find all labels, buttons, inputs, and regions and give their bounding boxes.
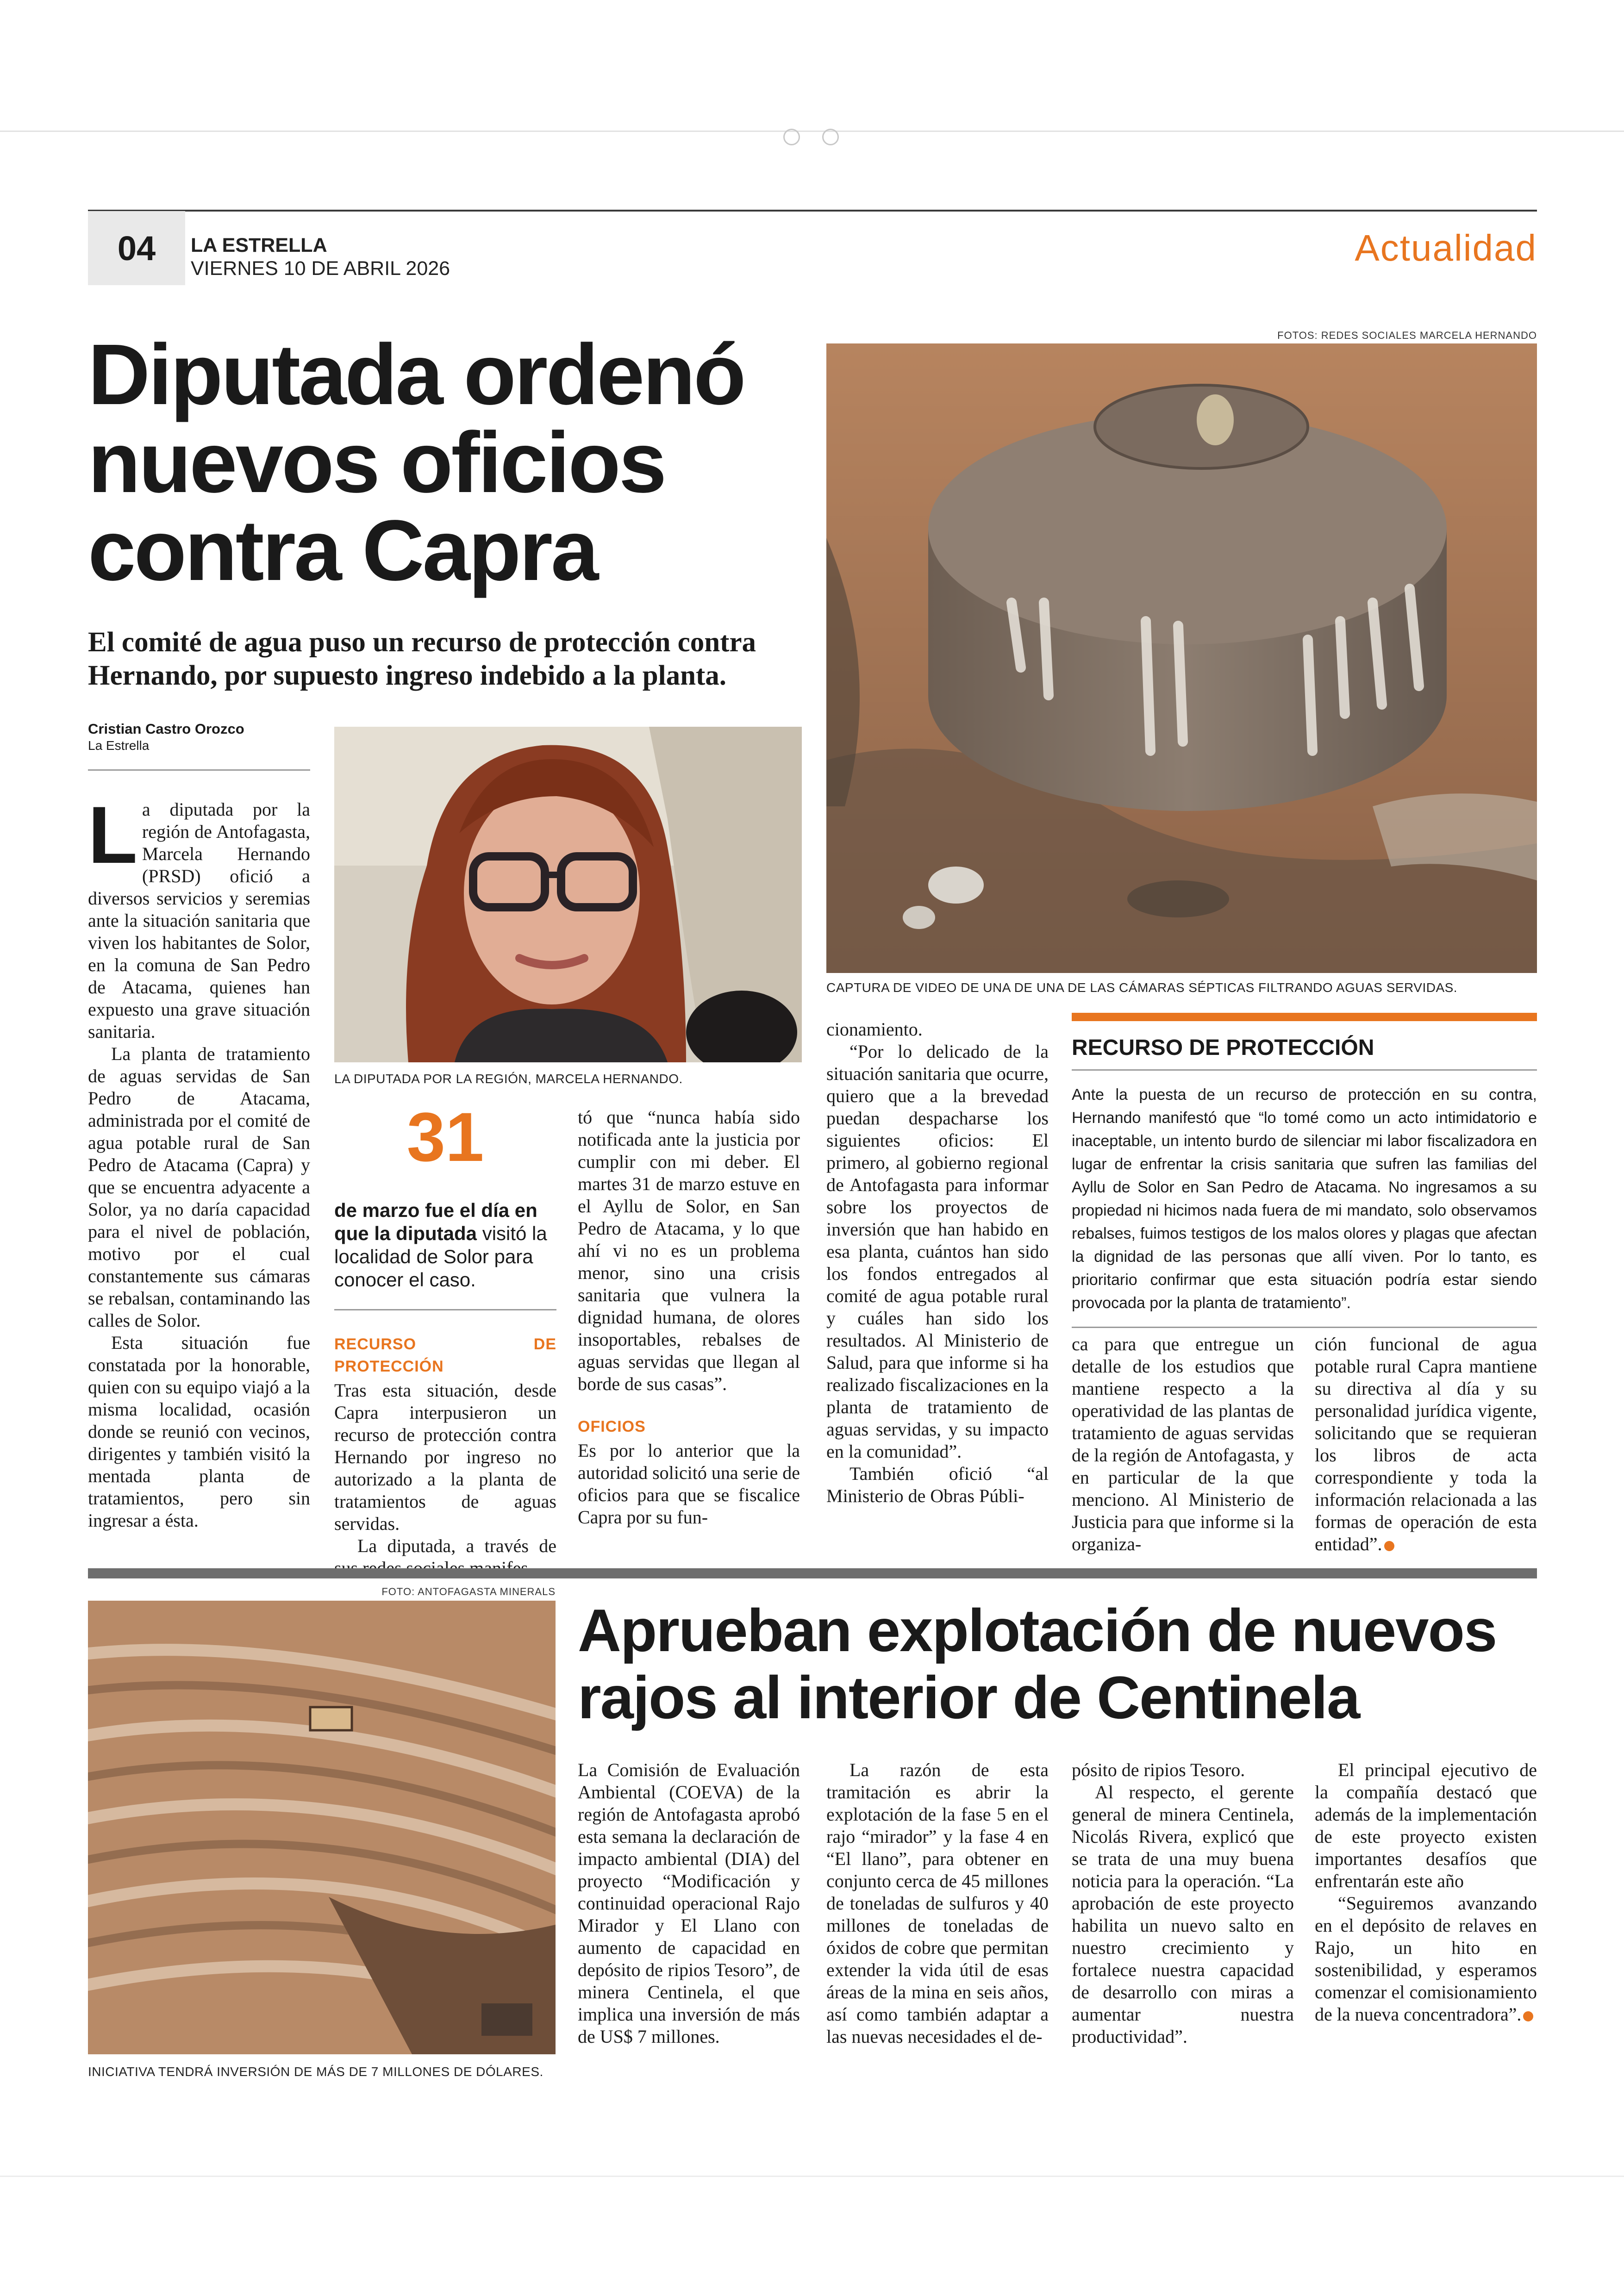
paragraph: El principal ejecutivo de la compañía destacó que además de la implementación de este proyecto existen importantes desafíos que enfrentarán este año <box>1315 1759 1537 1891</box>
stat-description <box>334 1199 556 1291</box>
article1-headline <box>88 327 819 599</box>
headline-line: Aprueban explotación de nuevos <box>578 1597 1497 1664</box>
article2-column-3 <box>1072 1759 1294 2048</box>
page-top-border <box>0 131 1624 132</box>
drop-cap: L <box>88 790 137 880</box>
author-org: La Estrella <box>88 738 150 753</box>
paragraph: “Por lo delicado de la situación sanitaria que ocurre, quiero que a la brevedad puedan despacharse los siguientes oficios: El primero, al gobierno regional de Antofagasta para informar sobre los proyectos de inversión que han habido en esa planta, cuántos han sido los fondos entregados al comité de agua potable rural y cuáles han sido los resultados. Al Ministerio de Salud, para que informe si ha realizado fiscalizaciones en la planta de tratamiento de aguas servidas, y su impacto en la comunidad”. <box>826 1041 1049 1462</box>
author-name: Cristian Castro Orozco <box>88 721 244 737</box>
paragraph: a diputada por la región de Antofagasta, Marcela Hernando (PRSD) ofició a diversos servicios y seremias ante la situación sanitaria que viven los habitantes de Solor, en la comuna de San Pedro de Atacama, quienes han expuesto una grave situación sanitaria. <box>88 799 310 1042</box>
box-title-rule <box>1072 1069 1537 1071</box>
paragraph: pósito de ripios Tesoro. <box>1072 1759 1245 1780</box>
box-text: Ante la puesta de un recurso de protección en su contra, Hernando manifestó que “lo tomé como un acto intimidatorio e inaceptable, un intento burdo de silenciar mi labor fiscalizadora en lugar de enfrentar la crisis sanitaria que sufren las familias del Ayllu de Solor en San Pedro de Atacama. No ingresamos a su propiedad ni hicimos nada fuera de mi mandato, solo observamos rebalses, fuimos testigos de los malos olores y plagas que afectan la dignidad de las personas que allí viven. Por lo tanto, es prioritario confirmar que esta situación podría estar siendo provocada por la planta de tratamiento”. <box>1072 1086 1537 1312</box>
paragraph: La diputada, a través de <box>357 1535 556 1556</box>
publication-date: VIERNES 10 DE ABRIL 2026 <box>191 257 450 280</box>
paragraph: La planta de tratamiento de aguas servidas de San Pedro de Atacama, administrada por el comité de agua potable rural de San Pedro de Atacama (Capra) y que se encuentra adyacente a Solor, ya no daría capacidad para el nivel de población, motivo por el cual constantemente sus cámaras se rebalsan, contaminando las calles de Solor. <box>88 1043 310 1331</box>
byline-rule <box>88 769 310 771</box>
headline-line: contra Capra <box>88 503 597 599</box>
article1-column-2 <box>334 1333 556 1579</box>
end-mark-icon <box>1384 1541 1394 1551</box>
headline-line: nuevos oficios <box>88 415 665 511</box>
publication-info <box>191 234 450 280</box>
next-page-icon[interactable] <box>822 129 839 145</box>
mine-photo <box>88 1601 556 2054</box>
article2-column-1 <box>578 1759 800 2048</box>
portrait-photo <box>334 727 802 1062</box>
page-bottom-border <box>0 2176 1624 2177</box>
box-bottom-rule <box>1072 1327 1537 1328</box>
end-mark-icon <box>1523 2011 1533 2021</box>
paragraph: También ofició “al Ministerio de Obras Públi- <box>826 1463 1049 1506</box>
byline <box>88 721 310 754</box>
paragraph <box>1315 1333 1537 1555</box>
page-number: 04 <box>88 211 185 285</box>
publication-name: LA ESTRELLA <box>191 234 327 256</box>
paragraph: Tras esta situación, desde Capra interpusieron un recurso de protección contra Hernando por ingreso no autorizado a la planta de tratamientos de aguas servidas. <box>334 1380 556 1534</box>
stat-number: 31 <box>406 1098 484 1176</box>
article1-column-3 <box>578 1106 800 1528</box>
paragraph <box>1315 1892 1537 2026</box>
article1-deck: El comité de agua puso un recurso de protección contra Hernando, por supuesto ingreso indebido a la planta. <box>88 627 756 691</box>
paragraph: cionamiento. <box>826 1019 923 1040</box>
section-label: Actualidad <box>1355 227 1537 268</box>
paragraph: La Comisión de Evaluación Ambiental (COEVA) de la región de Antofagasta aprobó esta semana la declaración de impacto ambiental (DIA) del proyecto “Modificación y continuidad operacional Rajo Mirador y El Llano con aumento de capacidad en depósito de ripios Tesoro”, de minera Centinela, el que implica una inversión de más de US$ 7 millones. <box>578 1759 800 2047</box>
main-photo-caption: CAPTURA DE VIDEO DE UNA DE UNA DE LAS CÁMARAS SÉPTICAS FILTRANDO AGUAS SERVIDAS. <box>826 980 1458 995</box>
article2-headline <box>578 1597 1541 1731</box>
headline-line: Diputada ordenó <box>88 327 744 423</box>
paragraph: Al respecto, el gerente general de minera Centinela, Nicolás Rivera, explicó que se trata de una muy buena noticia para la operación. “La aprobación de este proyecto habilita un nuevo salto en nuestro crecimiento y fortalece nuestra capacidad de desarrollo con miras a aumentar nuestra productividad”. <box>1072 1782 1294 2047</box>
article1-photo-credit: FOTOS: REDES SOCIALES MARCELA HERNANDO <box>1277 330 1537 341</box>
article2-photo-credit: FOTO: ANTOFAGASTA MINERALS <box>381 1586 556 1597</box>
paragraph: ca para que entregue un detalle de los estudios que mantiene respecto a la operatividad de las plantas de tratamiento de aguas servidas de la región de Antofagasta, y en particular de la que menciono. Al Ministerio de Justicia para que informe si la organiza- <box>1072 1334 1294 1554</box>
stat-bold: de marzo fue el día en que la diputada <box>334 1199 537 1244</box>
article2-column-4 <box>1315 1759 1537 2026</box>
portrait-caption: LA DIPUTADA POR LA REGIÓN, MARCELA HERNANDO. <box>334 1072 683 1086</box>
paragraph-text: ción funcional de agua potable rural Capra mantiene su directiva al día y su personalidad jurídica vigente, solicitando que se requieran los libros de acta correspondiente y toda la información relacionada a las formas de operación de esta entidad”. <box>1315 1334 1537 1554</box>
header-rule <box>88 210 1537 212</box>
box-accent-bar <box>1072 1013 1537 1021</box>
paragraph: tó que “nunca había sido notificada ante la justicia por cumplir con mi deber. El martes 31 de marzo estuve en el Ayllu de Solor, en San Pedro de Atacama, y lo que ahí vi no es un problema menor, sino una crisis sanitaria que vulnera la dignidad humana, de olores insoportables, rebalses de aguas servidas que llegan al borde de sus casas”. <box>578 1107 800 1394</box>
article1-column-1 <box>88 790 310 1532</box>
article1-column-4 <box>826 1018 1049 1507</box>
paragraph-text: “Seguiremos avanzando en el depósito de relaves en Rajo, un hito en sostenibilidad, y esperamos comenzar el comisionamiento de la nueva concentradora”. <box>1315 1893 1537 2025</box>
subhead-recurso: RECURSO DE PROTECCIÓN <box>334 1335 556 1375</box>
article1-column-5 <box>1072 1333 1294 1555</box>
mine-photo-caption: INICIATIVA TENDRÁ INVERSIÓN DE MÁS DE 7 MILLONES DE DÓLARES. <box>88 2064 543 2079</box>
sewage-chamber-photo <box>826 343 1537 973</box>
paragraph: Esta situación fue constatada por la honorable, quien con su equipo viajó a la misma localidad, ocasión donde se reunió con vecinos, dirigentes y también visitó la mentada planta de tratamientos, pero sin ingresar a ésta. <box>88 1332 310 1531</box>
article2-column-2 <box>826 1759 1049 2048</box>
article1-column-6 <box>1315 1333 1537 1555</box>
paragraph: Es por lo anterior que la autoridad solicitó una serie de oficios para que se fiscalice Capra por su fun- <box>578 1440 800 1528</box>
article-divider <box>88 1568 1537 1578</box>
headline-line: rajos al interior de Centinela <box>578 1664 1360 1731</box>
prev-page-icon[interactable] <box>783 129 800 145</box>
paragraph: La razón de esta tramitación es abrir la explotación de la fase 5 en el rajo “mirador” y la fase 4 en “El llano”, para obtener en conjunto cerca de 45 millones de toneladas de sulfuros y 40 millones de toneladas de óxidos de cobre que permitan extender la vida útil de esas áreas de la mina en seis años, así como también adaptar a las nuevas necesidades el de- <box>826 1759 1049 2047</box>
box-title: RECURSO DE PROTECCIÓN <box>1072 1035 1374 1060</box>
subhead-oficios: OFICIOS <box>578 1418 646 1435</box>
stat-rest: visitó la localidad de Solor para conocer el caso. <box>334 1222 547 1291</box>
stat-rule <box>334 1309 556 1310</box>
